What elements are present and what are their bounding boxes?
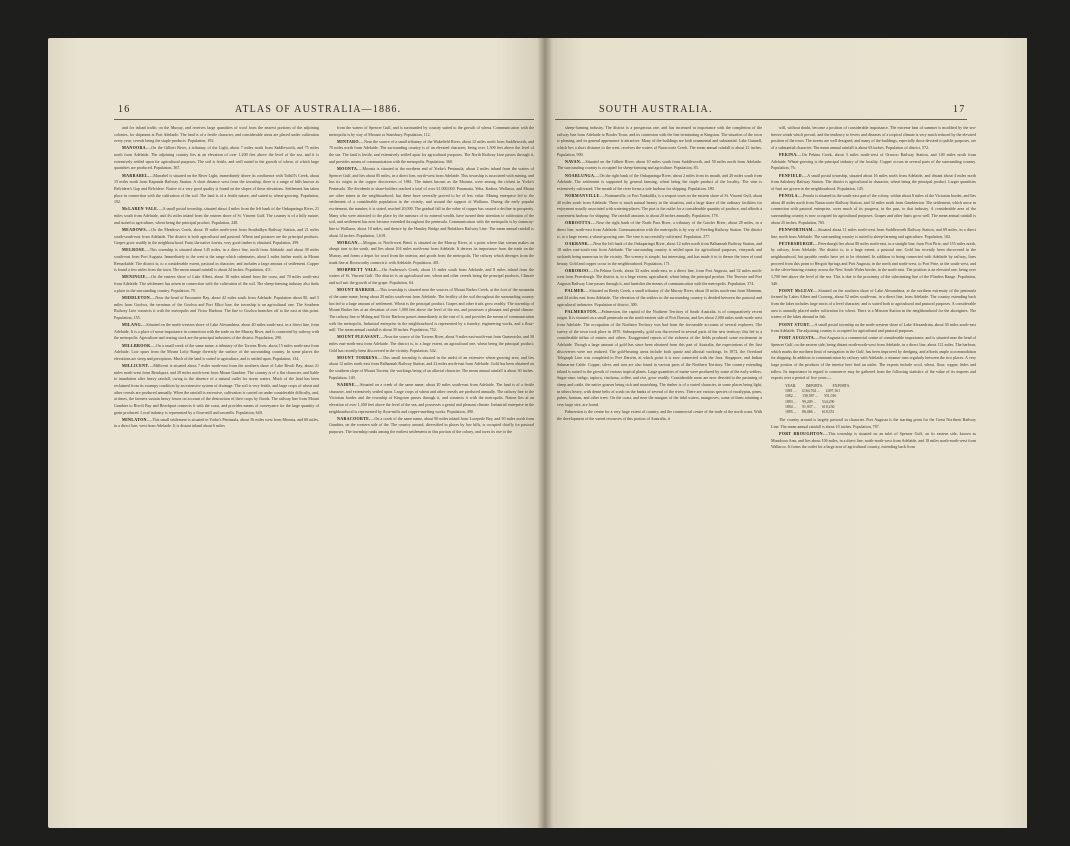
gazetteer-entry bbox=[329, 267, 534, 287]
gazetteer-entry bbox=[114, 173, 319, 206]
gazetteer-entry bbox=[329, 139, 534, 166]
entry-heading: MINTARO. bbox=[337, 138, 361, 144]
entry-heading: NAIRNE. bbox=[337, 381, 357, 387]
gazetteer-entry bbox=[329, 416, 534, 436]
entry-heading: MELROSE. bbox=[122, 247, 146, 253]
entry-heading: PALMER. bbox=[565, 288, 586, 294]
entry-heading: NORMANVILLE. bbox=[565, 193, 601, 199]
entry-text: —Near the left bank of the Onkaparinga River, about 12 miles north from Balhannah Railway Station, and 18 miles east-south-east from Adelaide. The surrounding country is settled upon for agricultural purposes, vineyards and orchards being numerous in the vicinity. The scenery is simple, but interesting, and has made it to to thence the town of rural beauty. Gold and copper occur in the neighbourhood. Population, 171. bbox=[557, 240, 763, 266]
right-running-head: SOUTH AUSTRALIA. bbox=[599, 104, 713, 115]
entry-heading: MINLATON. bbox=[122, 416, 149, 422]
gazetteer-entry bbox=[771, 173, 976, 193]
entry-heading: MOUNT TORRENS. bbox=[337, 354, 379, 360]
entry-text: —A small postal township, situated about 4 miles from the left bank of the Onkaparinga River, 21 miles south from Adelaide, and 4¼ miles inland from the eastern shore of St. Vincent Gulf. The country is of a hilly nature, and suited to agriculture, wheat being the principal product. Population, 248. bbox=[114, 206, 319, 225]
gazetteer-entry bbox=[771, 193, 976, 226]
entry-text: —This township is situated on an inlet of Spencer Gulf, on its eastern side, known as Mundoora Arm, and lies about 100 miles, in a direct line, north-north-west from Adelaide, and 18 miles north-north-west from Wallaroo. It forms the outlet for a large area of agricultural country, extending back from bbox=[771, 430, 977, 450]
entry-heading: ORROROO. bbox=[565, 267, 590, 273]
left-page bbox=[48, 38, 545, 828]
entry-text: —Situated on Reedy Creek, a small tributary of the Murray River, about 10 miles north-east from Mannum, and 44 miles east from Adelaide. The elevation of the settlers in the surrounding country is divided between the pastoral and agricultural industries. Population of district, 300. bbox=[557, 288, 762, 307]
entry-heading: MOUNT PLEASANT. bbox=[337, 334, 381, 340]
entry-heading: POINT STURT. bbox=[779, 321, 811, 327]
gazetteer-entry bbox=[557, 409, 762, 422]
entry-heading: MOONTA. bbox=[337, 165, 359, 171]
entry-text: —Situated on the north-western shore of Lake Alexandrina, about 40 miles south-east, in a direct line, from Adelaide. It is a place of some importance in connection with the trade on the Murray River, and is connected by railway with the metropolis. Agriculture and rearing stock are the principal industries of the district. Population, 290. bbox=[114, 322, 319, 341]
right-page-number: 17 bbox=[953, 104, 966, 115]
gazetteer-entry bbox=[557, 125, 762, 158]
entry-text: —On the eastern shore of Lake Albert, about 10 miles inland from the coast, and 70 miles south-east from Adelaide. The settlement has arisen in connection with the cultivation of the soil. The sheep-farming industry also finds a place in the surrounding country. Population, 70. bbox=[114, 274, 319, 293]
left-header-rule bbox=[114, 119, 534, 120]
gazetteer-entry bbox=[114, 322, 319, 342]
entry-text: —Petersburgh lies about 80 miles north-east, in a straight line, from Port Pirie, and 155 miles north, by railway, from Adelaide. The district is, to a large extent, a pastoral one. Gold has recently been discovered in the neighbourhood, but payable results have yet to be obtained. In addition to being connected with Adelaide by railway, lines proceed from this point to Hergott Springs and Port Augusta, in the north and north-west, to Port Pirie, in the south-west, and to the silver-bearing country across the New South Wales border, in the north-east. The position is an elevated one, being over 1,700 feet above the level of the sea. This is due to the proximity of the culminating line of the Flinders Range. Population, 346. bbox=[771, 240, 976, 286]
entry-heading: OAKBANK. bbox=[565, 240, 590, 246]
entry-heading: PENWORTHAM. bbox=[779, 226, 814, 232]
entry-text: —Situated about 11 miles north-west from Saddleworth Railway Station, and 69 miles, in a direct line, north from Adelaide. The surrounding country is suited to sheep-farming and agriculture. Population, 102. bbox=[771, 226, 976, 239]
gazetteer-entry bbox=[329, 355, 534, 382]
entry-text: from the waters of Spencer Gulf, and is surrounded by country suited to the growth of wheat. Communication with the metropolis is by way of Moonta or Stansbury. Population, 112. bbox=[329, 125, 534, 137]
entry-heading: MILLBROOK. bbox=[122, 342, 152, 348]
gazetteer-entry bbox=[557, 173, 762, 193]
entry-heading: NOARLUNGA. bbox=[565, 172, 596, 178]
entry-text: —On the Meadows Creek, about 19 miles north-west from Strathalbyn Railway Station, and 21 miles south-south-east from Adelaide. The district is both agricultural and pastoral. Wheat and potatoes are the principal products. Grapes grow readily in the neighbourhood. From the native forests, very good timber is obtained. Population, 299. bbox=[114, 226, 319, 246]
entry-text: —On a small creek of the same name, a tributary of the Torrens River, about 15 miles north-east from Adelaide. Low spurs from the Mount Lofty Range diversify the surface of the surrounding country. In some places the elevations are steep and precipitous. Much of the land is suited to agriculture, and is settled upon. Population, 134. bbox=[114, 342, 319, 361]
entry-text: —On the Gilbert River, a tributary of the Light, about 7 miles north from Saddleworth, and 75 miles north from Adelaide. The adjoining country lies at an elevation of over 1,200 feet above the level of the sea, and it is extensively settled upon for agricultural purposes. The soil is fertile, and well suited to the growth of wheat, of which large quantities are produced. Population, 367. bbox=[114, 145, 319, 171]
entry-text: —Near the head of Encounter Bay, about 42 miles south from Adelaide. Population about 80, and 5 miles from Goolwa, the terminus of the Goolwa and Port Elliot line; the township is an agricultural one. The Southern Railway Line connects it with the metropolis and Victor Harbour. The line to Goolwa branches off to the east at this point. Population, 155. bbox=[114, 294, 319, 320]
gazetteer-entry bbox=[557, 241, 762, 268]
gazetteer-entry bbox=[329, 240, 534, 267]
entry-text: —This small township is situated in the midst of an extensive wheat-growing area, and lies about 12 miles north-east from Balhannah Railway Station, and 22 miles north-east from Adelaide. Gold has been obtained on the southern slope of Mount Torrens, the workings being of an alluvial character. The mean annual rainfall is about 30 inches. Population, 140. bbox=[329, 354, 534, 380]
entry-heading: PORT AUGUSTA. bbox=[779, 335, 816, 341]
entry-heading: MORGAN. bbox=[337, 239, 359, 245]
table-row: 1882 ... 138,587 ... 551,016 bbox=[785, 394, 837, 399]
entry-text: sheep-farming industry. The district is a prosperous one, and has increased in importance with the completion of the railway line from Adelaide to Border Town, and its connexion with the line terminating at Kingston. The situation of the town is pleasing, and its general appearance is attractive. Many of the buildings are both ornamental and substantial. Lake Gunnell, which lies a short distance to the west, receives the waters of Naracoorte Creek. The mean annual rainfall is about 21 inches. Population, 900. bbox=[557, 125, 762, 157]
entry-text: and for inland traffic on the Murray, and receives large quantities of wool from the nearest portions of the adjoining colonies, for shipment at Port Adelaide. The land is of a fertile character, and considerable areas are placed under cultivation every year; cereals being the staple products. Population, 192. bbox=[114, 125, 319, 144]
entry-heading: MILANG. bbox=[122, 322, 143, 328]
gazetteer-entry bbox=[771, 241, 976, 288]
gazetteer-entry bbox=[114, 145, 319, 172]
entry-text: —Marrabel is situated on the River Light, immediately above its confluence with Tothill's Creek, about 15 miles north from Kapunda Railway Station. A short distance west from the township, there is a range of hills known as Belvidere's Gap and Belvidere. Native of a very good quality is found on the slopes of these elevations. Settlement has taken place in connection with the cultivation of the soil. The land is of a fertile nature, and suited to wheat-growing. Population, 192. bbox=[114, 172, 319, 205]
gazetteer-entry bbox=[771, 431, 976, 451]
gazetteer-entry bbox=[557, 159, 762, 172]
gazetteer-entry bbox=[114, 206, 319, 226]
entry-text: —On Pekina Creek, about 3 miles north-west of Orroroo Railway Station, and 140 miles north from Adelaide. Wheat-growing is the principal industry of the locality. Copper occurs in several parts of the surrounding country. Population, 76. bbox=[771, 152, 976, 171]
gazetteer-entry bbox=[771, 227, 976, 240]
table-header: YEAR. IMPORTS. EXPORTS. bbox=[785, 383, 851, 388]
gazetteer-entry bbox=[771, 417, 976, 430]
entry-heading: MARRABEL. bbox=[122, 172, 150, 178]
entry-heading: NAVAN. bbox=[565, 158, 582, 164]
entry-text: —This small settlement is situated in Yorke's Peninsula, about 56 miles west from Moonta, and 60 miles, in a direct line, west from Adelaide. It is distant inland about 6 miles bbox=[114, 416, 319, 429]
entry-heading: PENOLA. bbox=[779, 193, 799, 199]
gazetteer-entry bbox=[771, 152, 976, 172]
entry-text: —Penola is situated in the south-east part of the colony, within about 8 miles of the Victorian border, and lies about 40 miles north from Narracoorte Railway Station, and 32 miles north from Gambierton. The settlement, which arose in connection with pastoral enterprise, owes much of its progress, in the past, to that industry. A considerable area of the surrounding country is now occupied for agricultural purposes. Grapes and other fruits grow well. The mean annual rainfall is about 25 inches. Population, 765. bbox=[771, 193, 976, 225]
entry-heading: MORPHETT VALE. bbox=[337, 266, 379, 272]
gazetteer-entry bbox=[557, 220, 762, 240]
entry-text: —This township is situated about 145 miles, in a direct line, north from Adelaide, and about 38 miles south-east from Port Augusta. Immediately to the west is the range which culminates, about 2 miles further north, in Mount Remarkable. The district is, to a considerable extent, pastoral in character, and includes a large amount of settlement. Copper is found a few miles from the town. The mean annual rainfall is about 24 inches. Population, 411. bbox=[114, 247, 319, 273]
gazetteer-entry bbox=[557, 309, 762, 409]
entry-heading: PALMERSTON. bbox=[565, 308, 598, 314]
gazetteer-entry bbox=[329, 125, 534, 138]
right-column-1 bbox=[557, 125, 762, 423]
entry-text: Palmerston is the centre for a very large extent of country, and the commercial centre of the trade of the north coast. With the development of the varied resources of this portion of Australia, it bbox=[557, 409, 762, 421]
right-page bbox=[545, 38, 1027, 828]
left-running-head: ATLAS OF AUSTRALIA—1886. bbox=[235, 104, 402, 115]
entry-text: —Port Augusta is a commercial centre of considerable importance, and is situated near the head of Spencer Gulf, on the eastern side, being distant north-north-west from Adelaide, in a direct line, about 112 miles. The harbour, which marks the northern limit of navigation in the Gulf, has been improved by dredging, and affords ample accommodation for shipping. In addition to communication by railway with Adelaide, a steamer runs regularly between the two places. A very large portion of the products of the interior here find an outlet. The exports include wool, wheat, flour, copper, hides and tallow. Its importance in regard to commerce may be gathered from the following statistics of the value of its imports and exports over a period of five years:— bbox=[771, 335, 977, 381]
right-header-rule bbox=[555, 119, 967, 120]
entry-heading: McLAREN VALE. bbox=[122, 206, 159, 212]
gazetteer-entry bbox=[114, 247, 319, 274]
gazetteer-entry bbox=[771, 125, 976, 152]
left-column-1 bbox=[114, 125, 319, 431]
entry-text: —A small postal township on the north-western shore of Lake Alexandrina, about 30 miles south-east from Adelaide. The adjoining country is occupied for agricultural and pastoral purposes. bbox=[771, 321, 976, 334]
gazetteer-entry bbox=[771, 288, 976, 321]
entry-heading: MIDDLETON. bbox=[122, 294, 152, 300]
entry-text: —Morgan, or North-west Bend, is situated on the Murray River, at a point where that stream makes an abrupt turn to the south, and lies about 104 miles north-east from Adelaide. It derives its importance from the trade on the Murray, and forms a depot for wool from the interior, and goods from the metropolis. The railway which diverges from the trunk line at Roseworthy connects it with Adelaide. Population, 401. bbox=[329, 239, 534, 265]
gazetteer-entry bbox=[114, 125, 319, 145]
gazetteer-entry bbox=[114, 363, 319, 416]
gazetteer-entry bbox=[114, 227, 319, 247]
gazetteer-entry bbox=[557, 268, 762, 288]
entry-heading: ORROOTTA. bbox=[565, 220, 593, 226]
entry-text: —Near the right bank of the North Para River, a tributary of the Gawler River, about 28 miles, in a direct line, north-east from Adelaide. Communication with the metropolis is by way of Freeling Railway Station. The district is, to a large extent, a wheat-growing one. The vine is successfully cultivated. Population, 277. bbox=[557, 220, 762, 239]
table-row: 1885 ... 86,066 ... 618,351 bbox=[785, 409, 835, 414]
entry-heading: POINT McLEAY. bbox=[779, 287, 815, 293]
entry-text: —Millicent is situated about 7 miles north-east from the southern shore of Lake Rivoli Bay, about 21 miles north-west from Beachport, and 29 miles north-west from Mount Gambier. The country is of a flat character, and liable to inundation after heavy rainfall, owing to the absence of a natural outlet for storm waters. Much of the land has been reclaimed from its swampy condition by an extensive system of drainage. The soil is very fertile, and large crops of wheat and other cereals are produced annually. When the rainfall is excessive, cultivation is carried on under considerable difficulty, and, at times, the farmers sustain heavy losses on account of the destruction of their crops by floods. The railway line from Mount Gambier to Rivoli Bay and Beachport connects it with the coast, and provides means of conveyance for the large quantity of grain produced. Local industry is represented by a flour-mill and sawmills. Population, 640. bbox=[114, 362, 319, 415]
entry-text: —On the right bank of the Onkaparinga River, about 2 miles from its mouth, and 20 miles south from Adelaide. The settlement is supported by general farming, wheat being the staple product of the locality. The vine is extensively cultivated. The mouth of the river forms a safe harbour for shipping. Population, 180. bbox=[557, 172, 762, 191]
gazetteer-entry bbox=[329, 382, 534, 415]
entry-heading: PORT BROUGHTON. bbox=[779, 430, 825, 436]
gazetteer-entry bbox=[771, 335, 976, 382]
left-page-number: 16 bbox=[118, 104, 131, 115]
entry-text: —This township is situated near the sources of Mount Barker Creek, at the foot of the mountain of the same name, being about 20 miles south-east from Adelaide. The fertility of the soil throughout the surrounding country has led to a large amount of settlement. Wheat is the principal product. Grapes and other fruits grow readily. The township of Mount Barker lies at an elevation of over 1,000 feet above the level of the sea, and possesses a pleasant and genial climate. The railway line to Milang and Victor Harbour passes immediately to the east of it, and provides the means of communication with the metropolis. Industrial enterprise in the neighbourhood is represented by a foundry, engineering works, and a flour-mill. The mean annual rainfall is about 30 inches. Population, 752. bbox=[329, 287, 534, 333]
right-column-2 bbox=[771, 125, 976, 451]
book-gutter bbox=[537, 38, 553, 828]
entry-text: The country around is largely pastoral in character. Port Augusta is the starting point for the Great Northern Railway Line. The mean annual rainfall is about 10 inches. Population, 787. bbox=[771, 417, 976, 429]
entry-text: —Near the source of a small tributary of the Wakefield River, about 12 miles north from Saddleworth, and 70 miles north from Adelaide. The surrounding country is of an elevated character, being over 1,500 feet above the level of the sea. The land is fertile, and extensively settled upon for agricultural purposes. The North Railway Line passes through it, and provides means of communication with the metropolis. Population, 360. bbox=[329, 138, 534, 164]
gazetteer-entry bbox=[557, 288, 762, 308]
entry-heading: PETERSBURGH. bbox=[779, 240, 815, 246]
port-augusta-trade-table bbox=[785, 384, 976, 415]
gazetteer-entry bbox=[329, 334, 534, 354]
gazetteer-entry bbox=[329, 287, 534, 334]
entry-heading: PEKINA. bbox=[779, 152, 798, 158]
left-column-2 bbox=[329, 125, 534, 436]
entry-text: —Situated on the Gilbert River, about 10 miles south from Saddleworth, and 50 miles north from Adelaide. The surrounding country is occupied for sheep-farming and agriculture. Population, 83. bbox=[557, 158, 762, 171]
entry-text: —Situated on a creek of the same name, about 20 miles south-east from Adelaide. The land is of a fertile character, and extensively settled upon. Large crops of wheat and other cereals are produced annually. The railway line to the Victorian border and the township of Kingston passes through it, and connects it with the metropolis. Nairne lies at an elevation of over 1,300 feet above the level of the sea, and possesses a genial and pleasant climate. Industrial enterprise in the neighbourhood is represented by flour-mills and copper-smelting works. Population, 490. bbox=[329, 381, 534, 414]
gazetteer-entry bbox=[114, 295, 319, 322]
entry-text: —Moonta is situated at the northern end of Yorke's Peninsula, about 2 miles inland from the waters of Spencer Gulf, and lies about 85 miles, in a direct line, north-west from Adelaide. This township is associated with mining, and has its origin in the copper discoveries of 1861. The mines known as the Moonta, were among the richest in Yorke's Peninsula. The dividends to share-holders reached a total of over £1,000,000. Paramatta, Yelta, Kadina, Wallaroo, and Mount are other mines in the neighbourhood, but these have severally proved to be of less value. Mining enterprise led to the settlement of a considerable population in the vicinity, and around the support of Wallaroo. During the early popular excitement, the number, it is stated, reached 20,000. The gradual fall in the value of copper has caused a decline in prosperity. Many who were attracted to the place by the rumours of its mineral wealth, have turned their attention to cultivation of the soil, and settlement has now become extended throughout the peninsula. Communication with the metropolis is by tramway-line to Wallaroo, about 10 miles, and thence by the Hamley Bridge and Balaklava Railway Line. The mean annual rainfall is about 14 inches. Population, 1,618. bbox=[329, 165, 534, 238]
entry-heading: MILLICENT. bbox=[122, 362, 150, 368]
gazetteer-entry bbox=[114, 274, 319, 294]
entry-heading: PENFIELD. bbox=[779, 172, 804, 178]
entry-heading: MEADOWS. bbox=[122, 226, 148, 232]
gazetteer-entry bbox=[114, 417, 319, 430]
entry-heading: NARACOORTE. bbox=[337, 415, 371, 421]
entry-text: —On Anderson's Creek, about 15 miles south from Adelaide, and 8 miles inland from the waters of St. Vincent Gulf. The district is an agricultural one, wheat and other cereals being the principal products. Climate and soil suit the growth of the grape. Population, 64. bbox=[329, 266, 535, 286]
entry-text: —Palmerston, the capital of the Northern Territory of South Australia, is of comparatively recent origin. It is situated on a small peninsula on the north-eastern side of Port Darwin, and lies about 2,000 miles north-north-west from Adelaide. The occupation of the Northern Territory was had from the favourable accounts of several explorers. The survey of the town took place in 1870. Subsequently, gold was discovered in several parts of the new territory; this led to a considerable influx of miners and others. Exaggerated reports of the richness of the fields produced some excitement in Adelaide. Though a large amount of gold has since been obtained from this part of Australia, the expectations of the first discoverers were not realized. The gold-bearing areas include both quartz and alluvial workings. In 1872, the Overland Telegraph Line was completed to Port Darwin, at which point it is now connected with the Java, Singapore, and Indian Submarine Cable. Copper, silver, and iron are also found in various parts of the Northern Territory. The country extending inland is suited to the growth of various tropical plants. Large quantities of maize were produced by some of the early settlers. Sugar-cane, indigo, tapioca, cinchona, coffee, and rice, grow readily. Considerable areas are now devoted to the pasturing of sheep and cattle, the native grasses being rich and nourishing. The timber is of a varied character, in some places being light, in others heavy, with dense belts of scrub on the banks of several of the rivers. There are various species of eucalyptus, pines, palms, banians, and other trees. On the coast, and near the margins of the tidal waters, mangroves, some of them attaining a very large size, are found. bbox=[557, 308, 762, 407]
entry-text: —Situated on the southern shore of Lake Alexandrina, at the northern extremity of the peninsula formed by Lakes Albert and Coorong, about 52 miles south-east, in a direct line, from Adelaide. The country extending back from the lakes includes large tracts of a level character, and is suited both to agricultural and pastoral purposes. A considerable area is annually placed under cultivation for wheat. There is a Mission Station in the neighbourhood for the aborigines. The waters of the lakes abound in fish. bbox=[771, 287, 976, 320]
entry-text: —Normanville, or Port Yankalilla, is a seaport town on the eastern shore of St. Vincent Gulf, about 40 miles south from Adelaide. There is much natural beauty in the situation, and a large share of the ordinary facilities for enjoyment usually associated with watering-places. The port is the outlet for a considerable quantity of produce, and affords a convenient harbour for shipping. The rainfall amounts to about 20 inches annually. Population, 178. bbox=[557, 193, 762, 219]
entry-text: —Near the source of the Torrens River, about 9 miles east-north-east from Gumeracha, and 30 miles east-north-east from Adelaide. The district is, to a large extent, an agricultural one, wheat being the principal product. Gold has recently been discovered in the vicinity. Population, 342. bbox=[329, 334, 534, 353]
entry-heading: MENINGIE. bbox=[122, 274, 148, 280]
table-row: 1884 ... 91,937 ... 618,236 bbox=[785, 404, 835, 409]
table-row: 1883 ... 99,209 ... 534,290 bbox=[785, 399, 835, 404]
entry-heading: MOUNT BARKER. bbox=[337, 287, 376, 293]
entry-text: —On a creek of the same name, about 90 miles inland from Lacepede Bay, and 50 miles north from Gambier, on the western side of the. The country around, diversified in places by low hills, is occupied chiefly for pastoral purposes. The township ranks among the earliest settlements in this portion of the colony, and owes its rise to the bbox=[329, 415, 534, 435]
gazetteer-entry bbox=[329, 166, 534, 239]
gazetteer-entry bbox=[771, 322, 976, 335]
gazetteer-entry bbox=[557, 193, 762, 220]
gazetteer-entry bbox=[114, 343, 319, 363]
entry-heading: MANOORA. bbox=[122, 145, 148, 151]
entry-text: —On Pekina Creek, about 32 miles north-east, in a direct line, from Port Augusta, and 52 miles north-west from Petersburgh. The district is, to a large extent, agricultural, wheat being the principal product. The Terowie and Port Augusta Railway Line passes through it, and furnishes the means of communication with the metropolis. Population, 374. bbox=[557, 267, 762, 287]
entry-text: will, without doubt, become a position of considerable importance. The extreme heat of summer is modified by the sea-breeze winds which prevail, and the tendency to fevers and diseases of a tropical climate is very much reduced by the elevated position of the town. The streets are well designed, and many of the buildings, especially those devoted to public purposes, are of a substantial character. The mean annual rainfall is about 63 inches. Population of district, 572. bbox=[771, 125, 976, 150]
entry-text: —A small postal township, situated about 16 miles north from Adelaide, and distant about 4 miles north from Salisbury Railway Station. The district is agricultural in character, wheat being the principal product. Larger quantities of fruit are grown in the neighbourhood. Population, 145. bbox=[771, 172, 976, 191]
table-row: 1881 ... £164,762 ... £497,161 bbox=[785, 389, 841, 394]
